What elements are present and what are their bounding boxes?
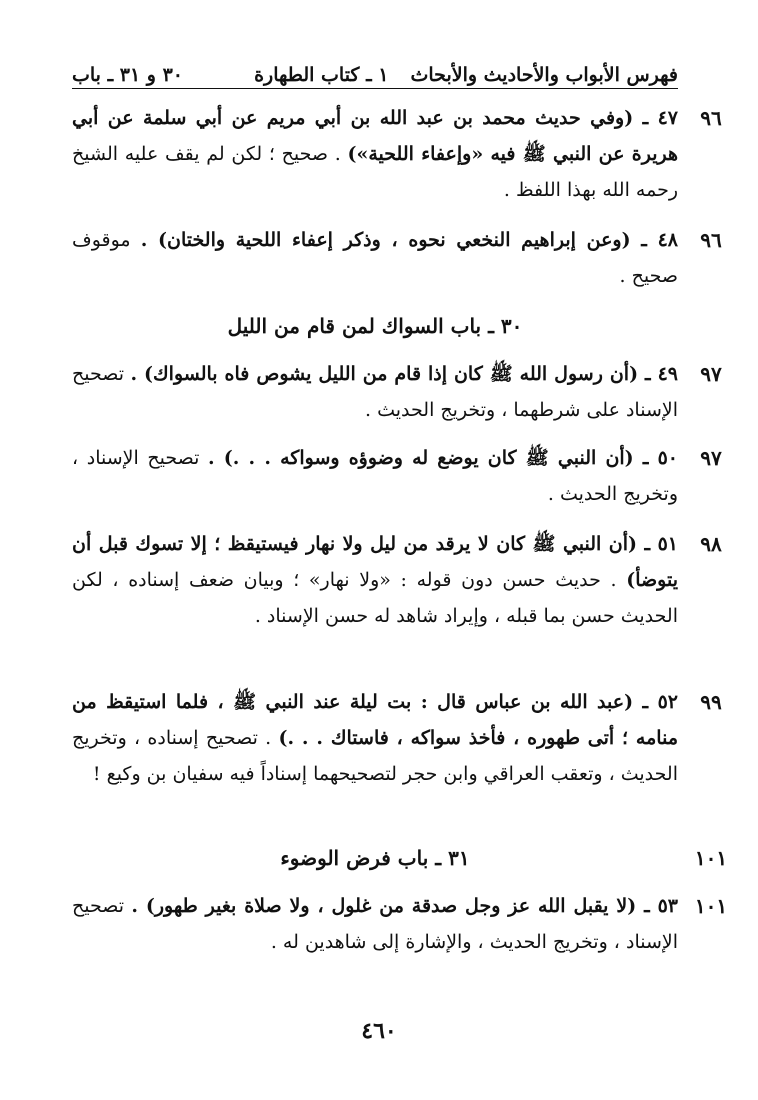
index-entry-49 [72,356,722,428]
entry-hadith-text: ٤٨ ـ (وعن إبراهيم النخعي نحوه ، وذكر إعفاء اللحية والختان) . [140,229,678,251]
entry-page-number: ٩٧ [700,362,722,386]
entry-commentary: . تصحيح إسناده ، وتخريج الحديث ، وتعقب العراقي وابن حجر لتصحيحهما إسناداً فيه سفيان بن وكيع ! [72,727,678,785]
entry-page-number: ٩٦ [700,228,722,252]
heading-page-number: ١٠١ [694,846,728,870]
header-chapter-range: ٣٠ و ٣١ ـ باب [72,64,184,86]
index-entry-52 [72,684,722,792]
entry-page-number: ١٠١ [694,894,728,918]
entry-hadith-text: ٥٣ ـ (لا يقبل الله عز وجل صدقة من غلول ، ولا صلاة بغير طهور) . [131,895,678,917]
index-entry-53 [72,888,728,960]
chapter-heading-30 [72,308,678,344]
entry-commentary: . حديث حسن دون قوله : «ولا نهار» ؛ وبيان ضعف إسناده ، لكن الحديث حسن بما قبله ، وإيراد شاهد له حسن الإسناد . [72,569,678,627]
header-title: فهرس الأبواب والأحاديث والأبحاث [410,64,678,86]
header-divider [72,88,678,89]
index-entry-51 [72,526,722,634]
page-number: ٤٦٠ [361,1018,397,1044]
index-entry-48 [72,222,722,294]
entry-hadith-text: ٤٩ ـ (أن رسول الله ﷺ كان إذا قام من الليل يشوص فاه بالسواك) . [130,363,678,385]
entry-commentary: . صحيح ؛ لكن لم يقف عليه الشيخ رحمه الله بهذا اللفظ . [72,143,678,201]
running-header [72,56,678,86]
entry-hadith-text: ٤٧ ـ (وفي حديث محمد بن عبد الله بن أبي مريم عن أبي سلمة عن أبي هريرة عن النبي ﷺ فيه «وإعفاء اللحية») [72,107,678,165]
chapter-heading-text: ٣١ ـ باب فرض الوضوء [280,846,470,870]
header-section: ١ ـ كتاب الطهارة [254,64,389,86]
chapter-heading-text: ٣٠ ـ باب السواك لمن قام من الليل [227,314,523,338]
entry-page-number: ٩٩ [700,690,722,714]
entry-hadith-text: ٥٠ ـ (أن النبي ﷺ كان يوضع له وضوؤه وسواكه . . .) . [207,447,678,469]
entry-page-number: ٩٦ [700,106,722,130]
entry-commentary: موقوف صحيح . [72,229,678,287]
index-entry-47 [72,100,722,208]
entry-hadith-text: ٥١ ـ (أن النبي ﷺ كان لا يرقد من ليل ولا نهار فيستيقظ ؛ إلا تسوك قبل أن يتوضأ) [72,533,678,591]
chapter-heading-31 [72,840,728,876]
entry-commentary: تصحيح الإسناد على شرطهما ، وتخريج الحديث . [72,363,678,421]
index-entry-50 [72,440,722,512]
entry-commentary: تصحيح الإسناد ، وتخريج الحديث ، والإشارة إلى شاهدين له . [72,895,678,953]
entry-page-number: ٩٧ [700,446,722,470]
entry-commentary: تصحيح الإسناد ، وتخريج الحديث . [72,447,678,505]
entry-page-number: ٩٨ [700,532,722,556]
entry-hadith-text: ٥٢ ـ (عبد الله بن عباس قال : بت ليلة عند النبي ﷺ ، فلما استيقظ من منامه ؛ أتى طهوره ، فأخذ سواكه ، فاستاك . . .) [72,691,678,749]
